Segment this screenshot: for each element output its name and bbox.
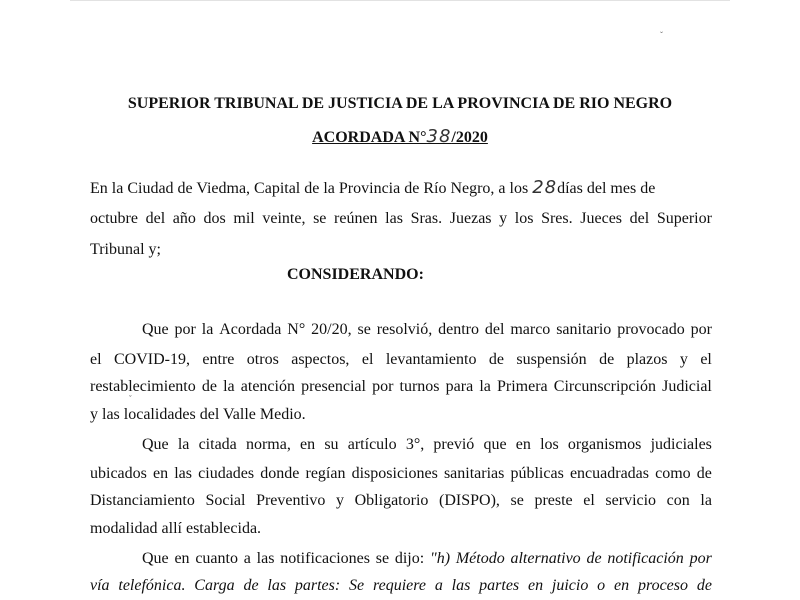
word: citada — [198, 436, 237, 453]
word: la — [223, 378, 235, 395]
word: por — [174, 321, 196, 338]
word: de — [599, 351, 615, 368]
word: la — [177, 436, 190, 453]
word: Sras. — [410, 210, 443, 227]
word: resolvió, — [376, 321, 433, 338]
word: veinte, — [262, 210, 306, 227]
word: las — [256, 550, 275, 567]
word: su — [324, 436, 339, 453]
acordada-year: /2020 — [451, 129, 488, 146]
word: Social — [205, 492, 246, 509]
paragraph2-line-2 — [90, 464, 712, 484]
word: las — [267, 577, 287, 594]
word: Superior — [656, 210, 712, 227]
word: en — [153, 465, 169, 482]
word: mil — [233, 210, 255, 227]
intro-line-3: Tribunal y; — [90, 241, 161, 258]
word: como — [655, 465, 691, 482]
word: de — [243, 577, 259, 594]
court-heading: SUPERIOR TRIBUNAL DE JUSTICIA DE LA PROVINCIA DE RIO NEGRO — [127, 95, 673, 112]
word: se — [313, 210, 327, 227]
paragraph2-line-3 — [90, 491, 712, 511]
word: sanitario — [556, 321, 612, 338]
word: Primera — [496, 378, 548, 395]
word: la — [700, 492, 712, 509]
word: dos — [203, 210, 226, 227]
word: Carga — [194, 577, 235, 594]
word: otros — [246, 351, 279, 368]
word: Preventivo — [256, 492, 326, 509]
word: N° — [287, 321, 306, 338]
paragraph3-line-1 — [142, 549, 712, 569]
word: notificaciones — [280, 550, 370, 567]
word: alternativo — [510, 550, 581, 567]
word: cuanto — [195, 550, 238, 567]
word: del — [629, 210, 650, 227]
word: Se — [349, 577, 365, 594]
word: y — [679, 351, 688, 368]
scan-tick: ˇ — [129, 394, 132, 403]
word: juicio — [551, 577, 589, 594]
word: turnos — [399, 378, 440, 395]
word: reúnen — [334, 210, 378, 227]
word: de — [201, 378, 217, 395]
word: para — [445, 378, 474, 395]
day-handwritten: 28 — [532, 177, 558, 198]
word: Sres. — [541, 210, 573, 227]
intro-line-1 — [90, 178, 712, 199]
word: con — [666, 492, 690, 509]
intro-text-before: En la Ciudad de Viedma, Capital de la Provincia de Río Negro, a los — [90, 180, 529, 197]
word: Judicial — [662, 378, 712, 395]
word: se — [357, 321, 371, 338]
paragraph1-line-3 — [90, 377, 712, 397]
considerando-heading: CONSIDERANDO: — [287, 266, 424, 283]
word: año — [172, 210, 196, 227]
word: a — [243, 550, 251, 567]
word: organismos — [567, 436, 642, 453]
word: telefónica. — [118, 577, 186, 594]
word: los — [514, 210, 534, 227]
word: las — [385, 210, 403, 227]
word: se — [375, 550, 390, 567]
word: presencial — [301, 378, 366, 395]
intro-line-2 — [90, 209, 712, 229]
word: de — [696, 577, 712, 594]
word: que — [483, 436, 507, 453]
paragraph3-line-2 — [90, 576, 712, 596]
word: los — [540, 436, 559, 453]
word: y — [499, 210, 508, 227]
word: plazos — [626, 351, 668, 368]
word: 3°, — [405, 436, 425, 453]
word: públicas — [510, 465, 564, 482]
word: Circunscripción — [553, 378, 656, 395]
word: por — [372, 378, 394, 395]
word: el — [583, 492, 595, 509]
word: en — [515, 436, 531, 453]
word: (DISPO), — [439, 492, 500, 509]
word: Que — [142, 550, 169, 567]
paragraph1-line-1 — [142, 320, 712, 340]
word: provocado — [617, 321, 685, 338]
word: suspensión — [516, 351, 587, 368]
word: proceso — [637, 577, 688, 594]
word: de — [586, 550, 602, 567]
word: en — [174, 550, 190, 567]
paragraph2-line-4: modalidad allí establecida. — [90, 520, 262, 537]
acordada-number-handwritten: 38 — [426, 126, 452, 147]
word: ubicados — [90, 465, 147, 482]
word: previó — [433, 436, 475, 453]
word: en — [527, 577, 544, 594]
intro-text-after: días del mes de — [557, 180, 656, 197]
word: y — [336, 492, 345, 509]
word: Jueces — [580, 210, 623, 227]
word: aspectos, — [291, 351, 350, 368]
word: por — [689, 550, 712, 567]
acordada-title — [0, 127, 800, 148]
word: sanitarias — [443, 465, 505, 482]
word: "h) — [429, 550, 451, 567]
scan-speck: ˇ — [660, 30, 663, 40]
word: requiere — [372, 577, 426, 594]
word: se — [510, 492, 524, 509]
word: levantamiento — [385, 351, 477, 368]
word: las — [174, 465, 193, 482]
word: del — [145, 210, 166, 227]
word: en — [300, 436, 316, 453]
word: de — [696, 465, 712, 482]
word: dentro — [438, 321, 479, 338]
word: entre — [202, 351, 235, 368]
word: disposiciones — [351, 465, 438, 482]
word: servicio — [605, 492, 657, 509]
page-top-edge — [70, 0, 730, 1]
word: atención — [240, 378, 295, 395]
word: Que — [142, 321, 169, 338]
word: restablecimiento — [90, 378, 196, 395]
word: octubre — [90, 210, 138, 227]
word: a — [434, 577, 443, 594]
word: Que — [142, 436, 169, 453]
word: la — [201, 321, 214, 338]
word: vía — [90, 577, 110, 594]
word: Distanciamiento — [90, 492, 195, 509]
word: COVID-19, — [113, 351, 190, 368]
word: en — [614, 577, 630, 594]
word: notificación — [607, 550, 684, 567]
word: encuadradas — [569, 465, 649, 482]
word: ciudades — [198, 465, 255, 482]
word: donde — [260, 465, 300, 482]
word: Método — [455, 550, 505, 567]
word: el — [90, 351, 102, 368]
word: las — [451, 577, 471, 594]
word: Obligatorio — [354, 492, 429, 509]
word: norma, — [245, 436, 291, 453]
word: dijo: — [394, 550, 425, 567]
paragraph1-line-4: y las localidades del Valle Medio. — [90, 406, 306, 423]
word: judiciales — [650, 436, 712, 453]
word: preste — [534, 492, 573, 509]
acordada-prefix: ACORDADA N° — [312, 129, 427, 146]
word: el — [700, 351, 712, 368]
word: el — [361, 351, 374, 368]
word: o — [597, 577, 606, 594]
word: partes: — [294, 577, 341, 594]
word: partes — [479, 577, 520, 594]
word: 20/20, — [311, 321, 352, 338]
word: Juezas — [449, 210, 492, 227]
word: de — [488, 351, 504, 368]
paragraph1-line-2 — [90, 350, 712, 370]
word: del — [484, 321, 505, 338]
word: la — [479, 378, 491, 395]
paragraph2-line-1 — [142, 435, 712, 455]
word: Acordada — [219, 321, 282, 338]
word: marco — [510, 321, 551, 338]
word: por — [690, 321, 712, 338]
word: artículo — [347, 436, 397, 453]
word: regían — [305, 465, 346, 482]
